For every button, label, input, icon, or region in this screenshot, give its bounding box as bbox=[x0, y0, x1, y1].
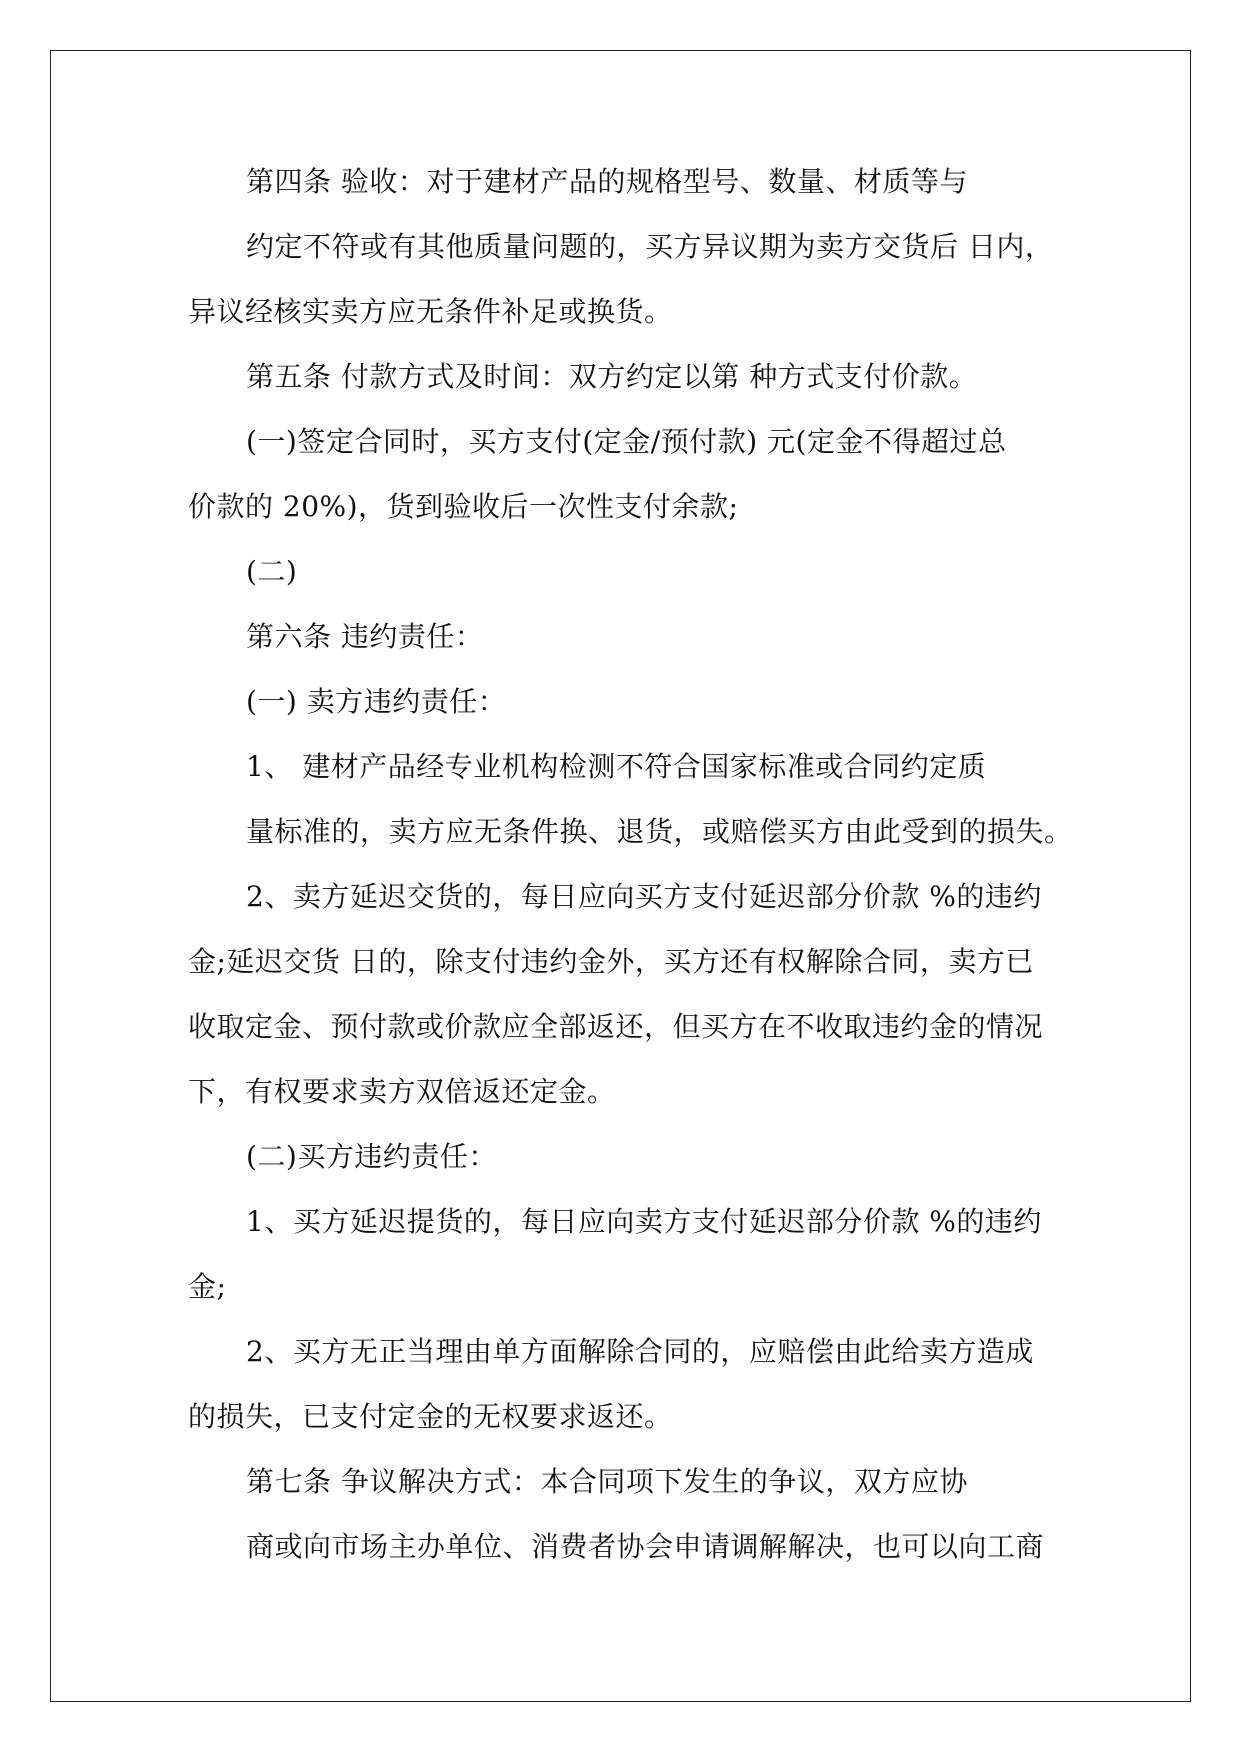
clause-7-line-1: 第七条 争议解决方式：本合同项下发生的争议，双方应协 bbox=[246, 1465, 968, 1498]
clause-5-item-1-line-1: (一)签定合同时，买方支付(定金/预付款) 元(定金不得超过总 bbox=[246, 425, 1007, 458]
clause-4-line-3: 异议经核实卖方应无条件补足或换货。 bbox=[188, 295, 673, 328]
buyer-liability-heading: (二)买方违约责任： bbox=[246, 1140, 497, 1173]
seller-item-2-line-3: 收取定金、预付款或价款应全部返还，但买方在不收取违约金的情况 bbox=[188, 1010, 1044, 1043]
buyer-item-2-line-1: 2、买方无正当理由单方面解除合同的，应赔偿由此给卖方造成 bbox=[246, 1335, 1034, 1368]
clause-7-line-2: 商或向市场主办单位、消费者协会申请调解解决，也可以向工商 bbox=[246, 1530, 1045, 1563]
seller-item-2-line-1: 2、卖方延迟交货的，每日应向买方支付延迟部分价款 %的违约 bbox=[246, 880, 1042, 913]
seller-item-2-line-2: 金;延迟交货 日的，除支付违约金外，买方还有权解除合同，卖方已 bbox=[188, 945, 1034, 978]
seller-item-1-line-1: 1、 建材产品经专业机构检测不符合国家标准或合同约定质 bbox=[246, 750, 987, 783]
seller-item-1-line-2: 量标准的，卖方应无条件换、退货，或赔偿买方由此受到的损失。 bbox=[246, 815, 1073, 848]
clause-5-item-1-line-2: 价款的 20%)，货到验收后一次性支付余款; bbox=[188, 490, 739, 523]
clause-4-line-2: 约定不符或有其他质量问题的，买方异议期为卖方交货后 日内， bbox=[246, 230, 1054, 263]
clause-6-heading: 第六条 违约责任： bbox=[246, 620, 484, 653]
buyer-item-2-line-2: 的损失，已支付定金的无权要求返还。 bbox=[188, 1400, 673, 1433]
seller-liability-heading: (一) 卖方违约责任： bbox=[246, 685, 507, 718]
buyer-item-1-line-2: 金; bbox=[188, 1270, 227, 1303]
clause-4-line-1: 第四条 验收：对于建材产品的规格型号、数量、材质等与 bbox=[246, 165, 968, 198]
clause-5-line-1: 第五条 付款方式及时间：双方约定以第 种方式支付价款。 bbox=[246, 360, 978, 393]
clause-5-item-2: (二) bbox=[246, 555, 298, 588]
buyer-item-1-line-1: 1、买方延迟提货的，每日应向卖方支付延迟部分价款 %的违约 bbox=[246, 1205, 1042, 1238]
seller-item-2-line-4: 下，有权要求卖方双倍返还定金。 bbox=[188, 1075, 616, 1108]
